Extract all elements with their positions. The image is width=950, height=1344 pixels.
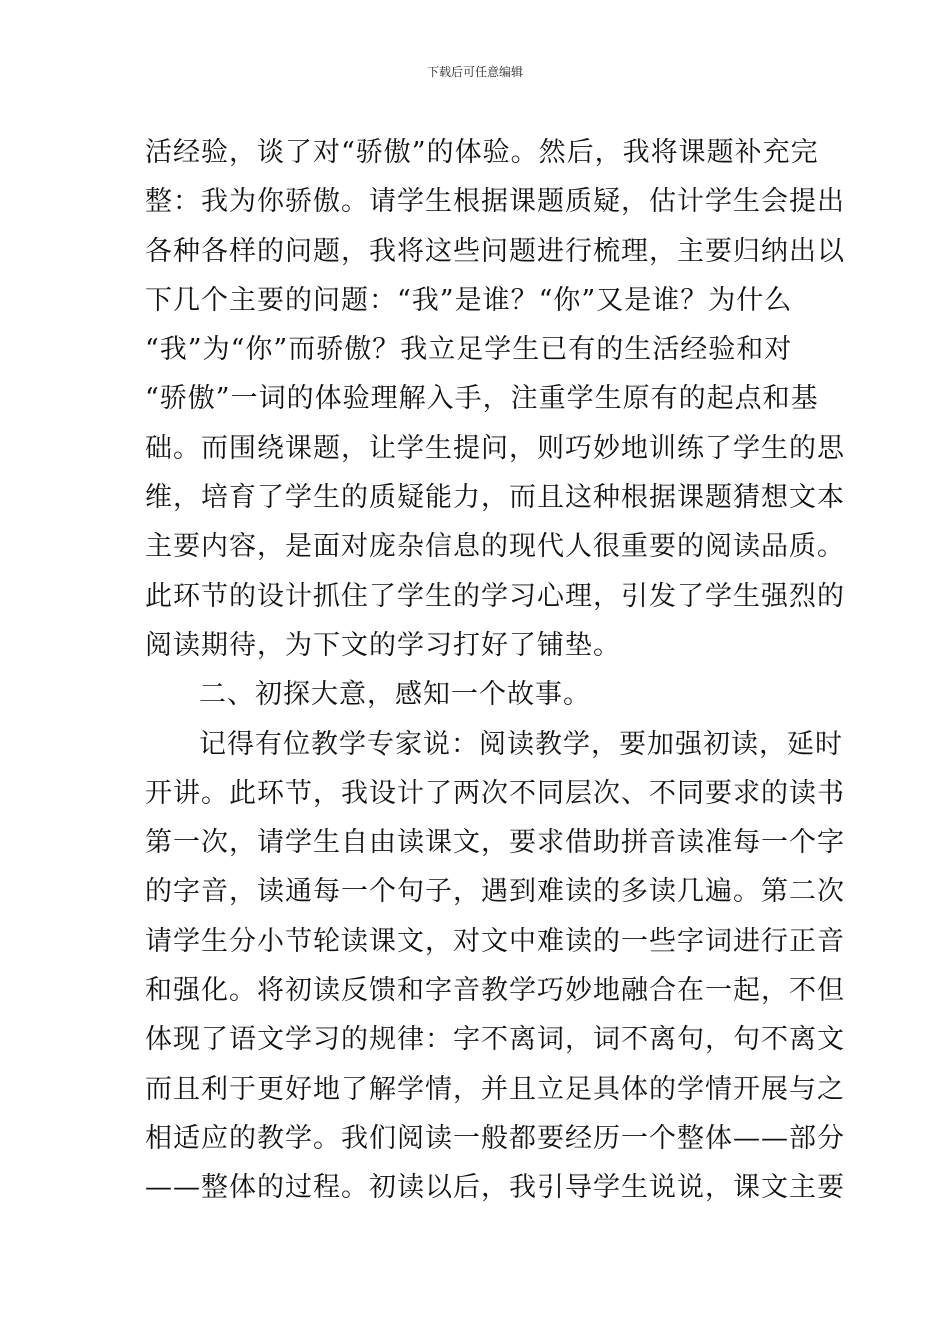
text-line: 和强化。将初读反馈和字音教学巧妙地融合在一起，不但 <box>145 975 845 1007</box>
text-line: 相适应的教学。我们阅读一般都要经历一个整体——部分 <box>145 1122 845 1154</box>
text-line: 体现了语文学习的规律：字不离词，词不离句，句不离文 <box>145 1024 845 1056</box>
text-line: 各种各样的问题，我将这些问题进行梳理，主要归纳出以 <box>145 235 845 267</box>
page-header: 下载后可任意编辑 <box>426 65 523 79</box>
text-line: 下几个主要的问题：“我”是谁？“你”又是谁？为什么 <box>145 284 793 316</box>
text-line: 第一次，请学生自由读课文，要求借助拼音读准每一个字 <box>145 827 845 859</box>
text-line: “骄傲”一词的体验理解入手，注重学生原有的起点和基 <box>145 383 819 415</box>
text-line: 整：我为你骄傲。请学生根据课题质疑，估计学生会提出 <box>145 186 845 218</box>
text-line: “我”为“你”而骄傲？我立足学生已有的生活经验和对 <box>145 334 793 366</box>
text-line: 的字音，读通每一个句子，遇到难读的多读几遍。第二次 <box>145 876 845 908</box>
text-line: 记得有位教学专家说：阅读教学，要加强初读，延时 <box>199 728 843 760</box>
text-line: 础。而围绕课题，让学生提问，则巧妙地训练了学生的思 <box>145 432 845 464</box>
text-line: 阅读期待，为下文的学习打好了铺垫。 <box>145 629 621 661</box>
text-line: 主要内容，是面对庞杂信息的现代人很重要的阅读品质。 <box>145 531 845 563</box>
text-line: 维，培育了学生的质疑能力，而且这种根据课题猜想文本 <box>145 482 845 514</box>
text-line: 开讲。此环节，我设计了两次不同层次、不同要求的读书 <box>145 777 845 809</box>
text-line: 活经验，谈了对“骄傲”的体验。然后，我将课题补充完 <box>145 137 819 168</box>
text-line: 此环节的设计抓住了学生的学习心理，引发了学生强烈的 <box>145 580 845 612</box>
text-line: 请学生分小节轮读课文，对文中难读的一些字词进行正音 <box>145 925 845 957</box>
section-heading: 二、初探大意，感知一个故事。 <box>199 679 591 711</box>
document-body <box>145 128 845 1213</box>
text-line: 而且利于更好地了解学情，并且立足具体的学情开展与之 <box>145 1073 845 1105</box>
text-line: ——整体的过程。初读以后，我引导学生说说，课文主要 <box>145 1172 845 1204</box>
